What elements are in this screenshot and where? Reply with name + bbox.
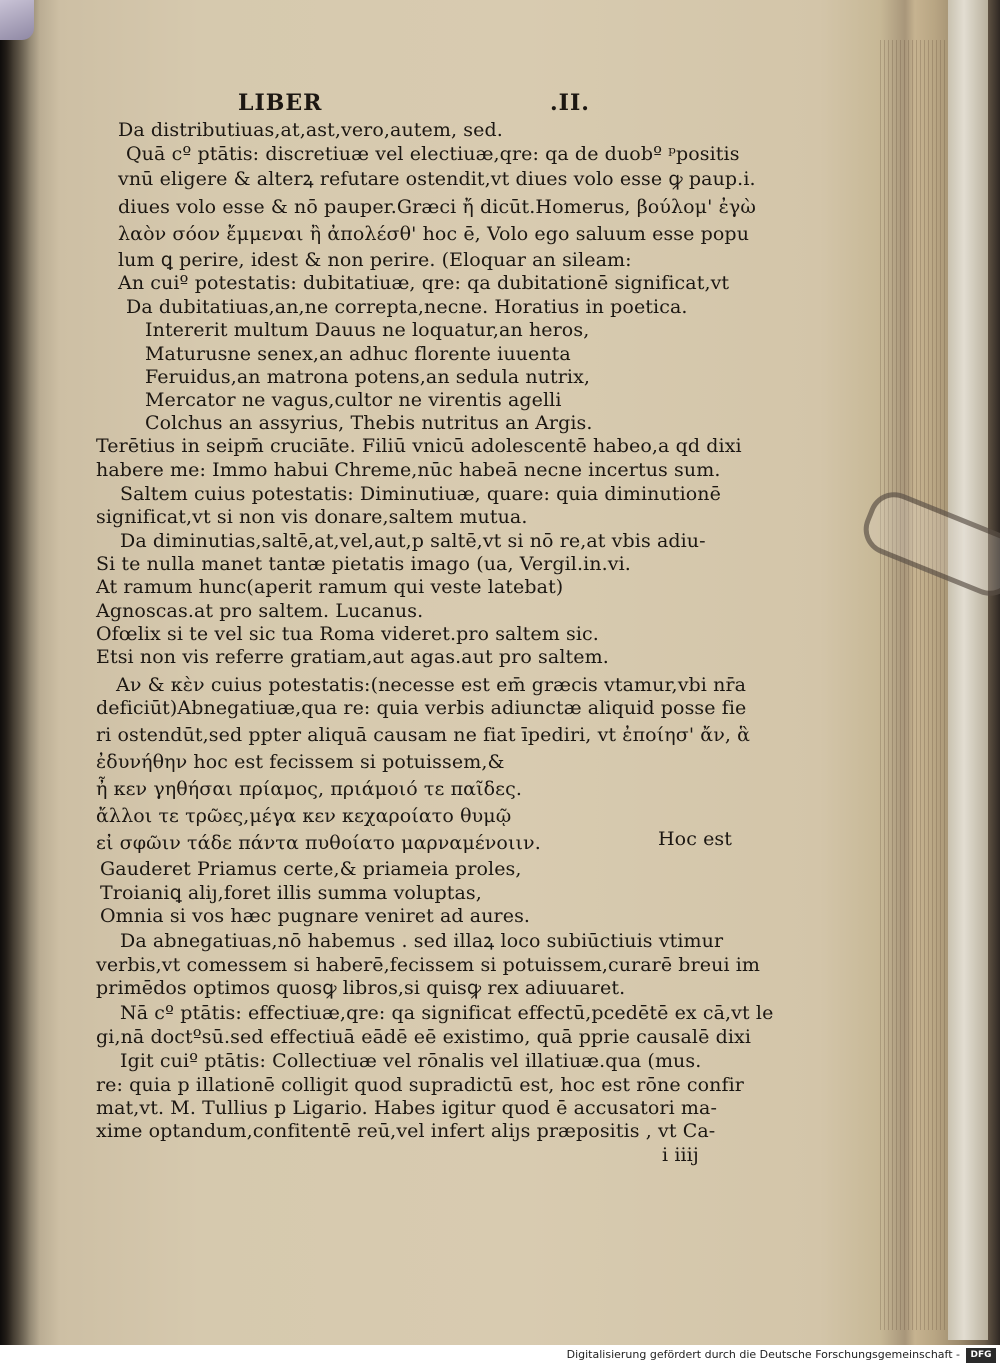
text-line: Hoc est [658,828,733,850]
text-line: lum ꝗ perire, idest & non perire. (Eloquar an sileam: [118,249,632,271]
text-line: ἐδυνήθην hoc est fecissem si potuissem,& [96,751,505,773]
text-line: Da abnegatiuas,nō habemus . sed illaꝝ loco subiūctiuis vtimur [120,930,724,952]
text-line: ἄλλοι τε τρῶες,μέγα κεν κεχαροίατο θυμῷ [96,805,512,827]
text-line: Gauderet Priamus certe,& priameia proles, [100,858,522,880]
text-line: Intererit multum Dauus ne loquatur,an heros, [145,319,590,341]
text-line: mat,vt. M. Tullius p Ligario. Habes igitur quod ē accusatori ma- [96,1097,717,1119]
text-block [90,92,850,1192]
text-line: xime optandum,confitentē reū,vel infert aliȷs præpositis , vt Ca- [96,1120,716,1142]
text-line: Colchus an assyrius, Thebis nutritus an Argis. [145,412,593,434]
signature-mark: i iiij [662,1144,699,1166]
text-line: An cuiº potestatis: dubitatiuæ, qre: qa dubitationē significat,vt [118,272,730,294]
text-line: significat,vt si non vis donare,saltem mutua. [96,506,528,528]
text-line: gi,nā doctºsū.sed effectiuā eādē eē existimo, quā pprie causalē dixi [96,1026,752,1048]
text-line: Mercator ne vagus,cultor ne virentis agelli [145,389,562,411]
text-line: Si te nulla manet tantæ pietatis imago (ua, Vergil.in.vi. [96,553,631,575]
running-head-right: .II. [550,90,590,116]
footer-bar [0,1345,1000,1367]
text-line: Omnia si vos hæc pugnare veniret ad aures. [100,905,531,927]
text-line: Αν & κὲν cuius potestatis:(necesse est em̄ græcis vtamur,vbi nr̄a [116,674,747,696]
page-fore-edge [880,40,950,1330]
running-head-left: LIBER [238,90,323,116]
gutter-shadow [0,0,40,1345]
text-line: Feruidus,an matrona potens,an sedula nutrix, [145,366,591,388]
footer-credit: Digitalisierung gefördert durch die Deutsche Forschungsgemeinschaft - [566,1348,960,1361]
text-line: Igit cuiº ptātis: Collectiuæ vel rōnalis vel illatiuæ.qua (mus. [120,1050,702,1072]
text-line: Quā cº ptātis: discretiuæ vel electiuæ,qre: qa de duobº ᵖpositis [126,143,740,165]
text-line: Etsi non vis referre gratiam,aut agas.aut pro saltem. [96,646,609,668]
text-line: Da diminutias,saltē,at,vel,aut,p saltē,vt si nō re,at vbis adiu- [120,530,706,552]
text-line: diues volo esse & nō pauper.Græci ἤ dicūt.Homerus, βούλομ' ἐγὼ [118,196,756,218]
text-line: Ofœlix si te vel sic tua Roma videret.pro saltem sic. [96,623,599,645]
text-line: ἦ κεν γηθήσαι πρίαμος, πριάμοιό τε παῖδες. [96,778,523,800]
text-line: re: quia p illationē colligit quod supradictū est, hoc est rōne confir [96,1074,744,1096]
text-line: Nā cº ptātis: effectiuæ,qre: qa significat effectū,pcedētē ex cā,vt le [120,1002,774,1024]
text-line: ri ostendūt,sed ppter aliquā causam ne fiat īpediri, vt ἐποίησ' ἄν, ἃ [96,724,751,746]
text-line: Agnoscas.at pro saltem. Lucanus. [96,600,424,622]
text-line: Da dubitatiuas,an,ne correpta,necne. Horatius in poetica. [126,296,688,318]
text-line: At ramum hunc(aperit ramum qui veste latebat) [96,576,564,598]
text-line: Terētius in seipm̄ cruciāte. Filiū vnicū adolescentē habeo,a qd dixi [96,435,742,457]
dfg-logo-icon: DFG [966,1348,996,1363]
text-line: primēdos optimos quosꝙ libros,si quisꝙ rex adiuuaret. [96,977,626,999]
text-line: verbis,vt comessem si haberē,fecissem si potuissem,curarē breui im [96,954,761,976]
text-line: vnū eligere & alterꝝ refutare ostendit,vt diues volo esse ꝙ paup.i. [118,168,756,190]
text-line: Troianiꝗ aliȷ,foret illis summa voluptas, [100,882,482,904]
text-line: εἰ σφῶιν τάδε πάντα πυθοίατο μαρναμένοιιν. [96,832,541,854]
text-line: Maturusne senex,an adhuc florente iuuenta [145,343,571,365]
text-line: Saltem cuius potestatis: Diminutiuæ, quare: quia diminutionē [120,483,721,505]
text-line: Da distributiuas,at,ast,vero,autem, sed. [118,119,503,141]
text-line: λαὸν σόον ἔμμεναι ἢ ἀπολέσθ' hoc ē, Volo ego saluum esse popu [118,223,750,245]
cover-edge [948,0,988,1340]
text-line: habere me: Immo habui Chreme,nūc habeā necne incertus sum. [96,459,721,481]
text-line: deficiūt)Abnegatiuæ,qua re: quia verbis adiunctæ aliquid posse fie [96,697,747,719]
bookmark-ribbon [0,0,34,40]
